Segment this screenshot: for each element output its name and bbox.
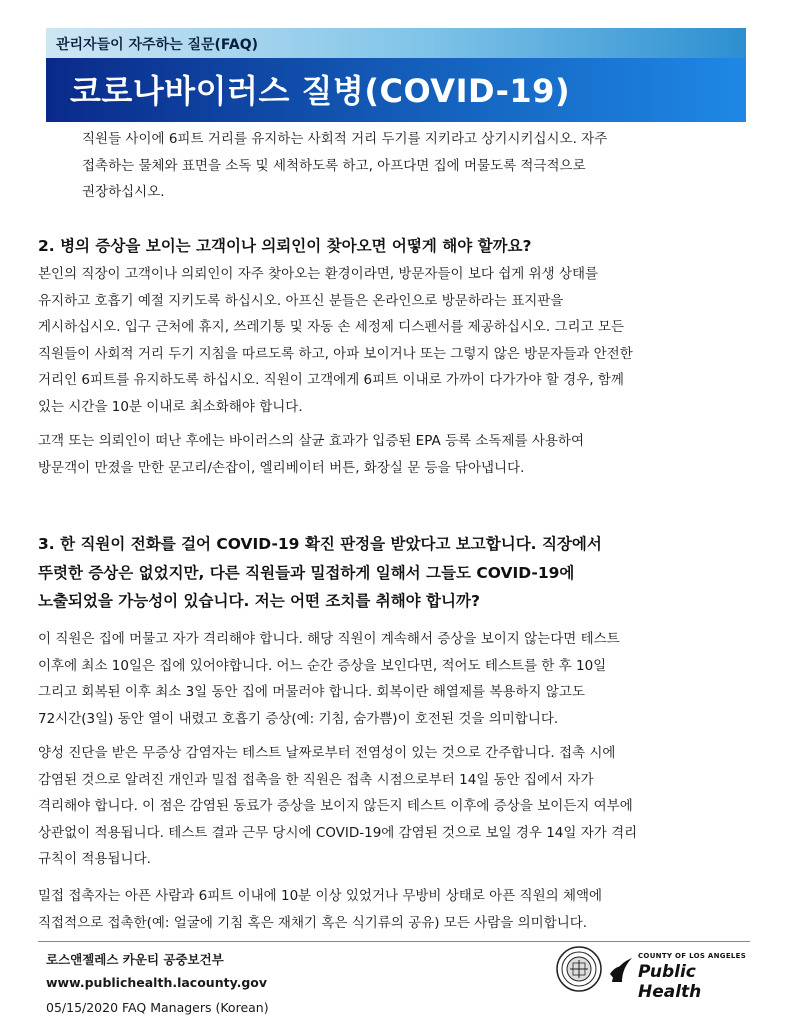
footer-date: 05/15/2020 FAQ Managers (Korean) [46, 1000, 269, 1015]
footer-url[interactable]: www.publichealth.lacounty.gov [46, 975, 268, 990]
public-health-emblem-icon [608, 954, 634, 986]
intro-paragraph: 직원들 사이에 6피트 거리를 유지하는 사회적 거리 두기를 지키라고 상기시키십시오. 자주 접촉하는 물체와 표면을 소독 및 세척하도록 하고, 아프다면 집에 머물도록 적극적으로 권장하십시오. [82, 131, 608, 200]
county-seal-icon [556, 946, 602, 992]
question-3-paragraph-1: 이 직원은 집에 머물고 자가 격리해야 합니다. 해당 직원이 계속해서 증상을 보이지 않는다면 테스트 이후에 최소 10일은 집에 있어야합니다. 어느 순간 증상을 보인다면, 적어도 테스트를 한 후 10일 그리고 회복된 이후 최소 3일 동안 집에 머물러야 합니다. 회복이란 해열제를 복용하지 않고도 72시간(3일) 동안 열이 내렸고 호흡기 증상(예: 기침, 숨가쁨)이 호전된 것을 의미합니다. [38, 631, 620, 727]
subtitle-bar [46, 28, 746, 58]
question-2-paragraph-1: 본인의 직장이 고객이나 의뢰인이 자주 찾아오는 환경이라면, 방문자들이 보다 쉽게 위생 상태를 유지하고 호흡기 예절 지키도록 하십시오. 아프신 분들은 온라인으로 방문하라는 표지판을 게시하십시오. 입구 근처에 휴지, 쓰레기통 및 자동 손 세정제 디스펜서를 제공하십시오. 그리고 모든 직원들이 사회적 거리 두기 지침을 따르도록 하고, 아파 보이거나 또는 그렇지 않은 방문자들과 안전한 거리인 6피트를 유지하도록 하십시오. 직원이 고객에게 6피트 이내로 가까이 다가가야 할 경우, 함께 있는 시간을 10분 이내로 최소화해야 합니다. [38, 266, 633, 415]
question-3-paragraph-2: 양성 진단을 받은 무증상 감염자는 테스트 날짜로부터 전염성이 있는 것으로 간주합니다. 접촉 시에 감염된 것으로 알려진 개인과 밀접 접촉을 한 직원은 접촉 시점으로부터 14일 동안 집에서 자가 격리해야 합니다. 이 점은 감염된 동료가 증상을 보이지 않든지 테스트 이후에 증상을 보이든지 여부에 상관없이 적용됩니다. 테스트 결과 근무 당시에 COVID-19에 감염된 것으로 보일 경우 14일 자가 격리 규칙이 적용됩니다. [38, 745, 638, 867]
public-health-logo [608, 950, 748, 1002]
question-3-paragraph-3: 밀접 접촉자는 아픈 사람과 6피트 이내에 10분 이상 있었거나 무방비 상태로 아픈 직원의 체액에 직접적으로 접촉한(예: 얼굴에 기침 혹은 재채기 혹은 식기류의 공유) 모든 사람을 의미합니다. [38, 888, 603, 931]
footer-divider [38, 941, 750, 942]
page-header [46, 28, 746, 122]
logo-public-health-text: Public Health [638, 962, 702, 1002]
title-bar [46, 58, 746, 122]
logo-county-text: COUNTY OF LOS ANGELES [638, 952, 747, 960]
question-2-paragraph-2: 고객 또는 의뢰인이 떠난 후에는 바이러스의 살균 효과가 입증된 EPA 등록 소독제를 사용하여 방문객이 만졌을 만한 문고리/손잡이, 엘리베이터 버튼, 화장실 문 등을 닦아냅니다. [38, 433, 585, 476]
subtitle: 관리자들이 자주하는 질문(FAQ) [56, 37, 259, 53]
footer-organization: 로스앤젤레스 카운티 공중보건부 [46, 952, 224, 967]
question-2-heading: 2. 병의 증상을 보이는 고객이나 의뢰인이 찾아오면 어떻게 해야 할까요? [38, 237, 532, 255]
question-3-heading: 3. 한 직원이 전화를 걸어 COVID-19 확진 판정을 받았다고 보고합니다. 직장에서 뚜렷한 증상은 없었지만, 다른 직원들과 밀접하게 일해서 그들도 COVID-19에 노출되었을 가능성이 있습니다. 저는 어떤 조치를 취해야 합니까? [38, 535, 602, 610]
page-title: 코로나바이러스 질병(COVID-19) [70, 72, 571, 110]
